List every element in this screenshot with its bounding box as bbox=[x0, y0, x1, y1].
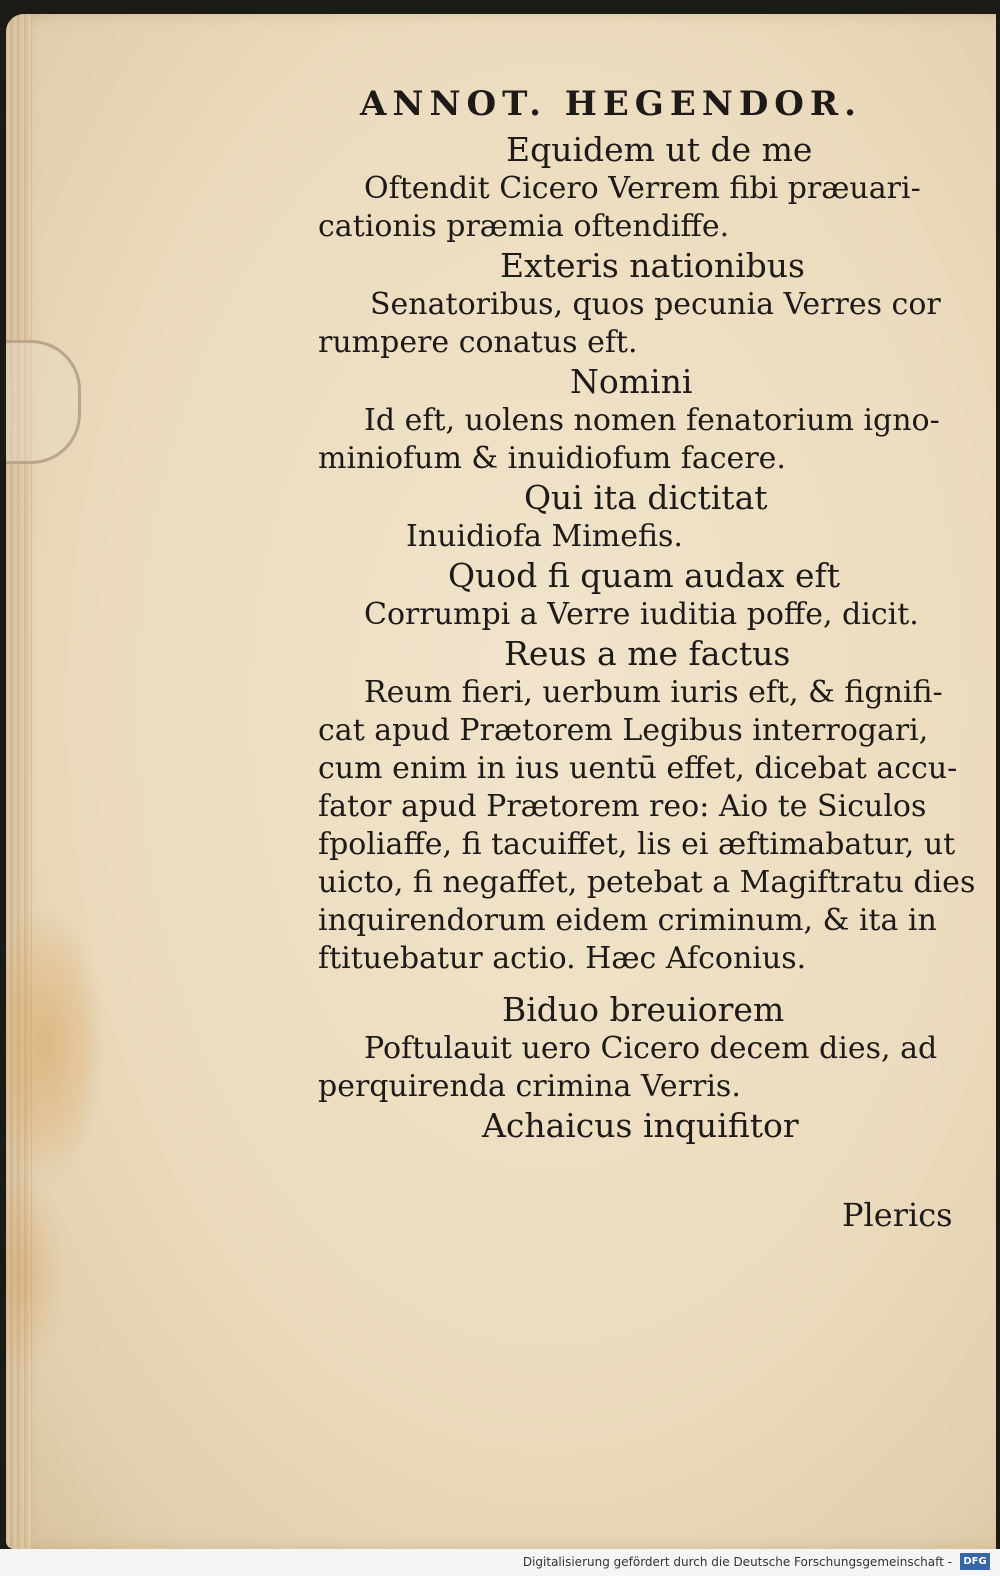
gloss-line: rumpere conatus eft. bbox=[318, 325, 638, 360]
lemma: Quod fi quam audax eft bbox=[448, 556, 840, 595]
gloss-line: perquirenda crimina Verris. bbox=[318, 1069, 741, 1104]
lemma: Equidem ut de me bbox=[506, 130, 813, 169]
gloss-line: Poftulauit uero Cicero decem dies, ad bbox=[364, 1031, 938, 1066]
dfg-logo: DFG bbox=[960, 1553, 990, 1570]
gloss-line: uicto, fi negaffet, petebat a Magiftratu dies bbox=[318, 865, 976, 900]
gloss-line: Inuidiofa Mimefis. bbox=[406, 519, 683, 554]
gloss-line: Id eft, uolens nomen fenatorium igno- bbox=[364, 403, 940, 438]
lemma: Nomini bbox=[570, 362, 693, 401]
gloss-line: inquirendorum eidem criminum, & ita in bbox=[318, 903, 937, 938]
lemma: Reus a me factus bbox=[504, 634, 791, 673]
funding-notice: Digitalisierung gefördert durch die Deutsche Forschungsgemeinschaft - bbox=[522, 1555, 952, 1569]
catchword: Plerics bbox=[842, 1196, 953, 1234]
gloss-line: miniofum & inuidiofum facere. bbox=[318, 441, 786, 476]
text-block bbox=[318, 84, 976, 1146]
lemma: Qui ita dictitat bbox=[524, 478, 768, 517]
lemma: Achaicus inquifitor bbox=[482, 1106, 799, 1145]
gloss-line: Oftendit Cicero Verrem fibi præuari- bbox=[364, 171, 921, 206]
footer-bar bbox=[0, 1549, 1000, 1576]
running-header: ANNOT. HEGENDOR. bbox=[360, 84, 863, 124]
gloss-line: cat apud Prætorem Legibus interrogari, bbox=[318, 713, 929, 748]
gloss-line: fator apud Prætorem reo: Aio te Siculos bbox=[318, 789, 927, 824]
gloss-line: Senatoribus, quos pecunia Verres cor bbox=[370, 287, 941, 322]
gloss-line: fpoliaffe, fi tacuiffet, lis ei æftimabatur, ut bbox=[318, 827, 956, 862]
gloss-line: cum enim in ius uentū effet, dicebat accu- bbox=[318, 751, 958, 786]
gloss-line: Reum fieri, uerbum iuris eft, & fignifi- bbox=[364, 675, 943, 710]
lemma: Biduo breuiorem bbox=[502, 990, 785, 1029]
lemma: Exteris nationibus bbox=[500, 246, 805, 285]
gloss-line: Corrumpi a Verre iuditia poffe, dicit. bbox=[364, 597, 919, 632]
gloss-line: ftituebatur actio. Hæc Afconius. bbox=[318, 941, 807, 976]
water-stain bbox=[6, 904, 106, 1184]
page-clip bbox=[6, 340, 81, 464]
water-stain bbox=[6, 1174, 66, 1374]
gloss-line: cationis præmia oftendiffe. bbox=[318, 209, 730, 244]
